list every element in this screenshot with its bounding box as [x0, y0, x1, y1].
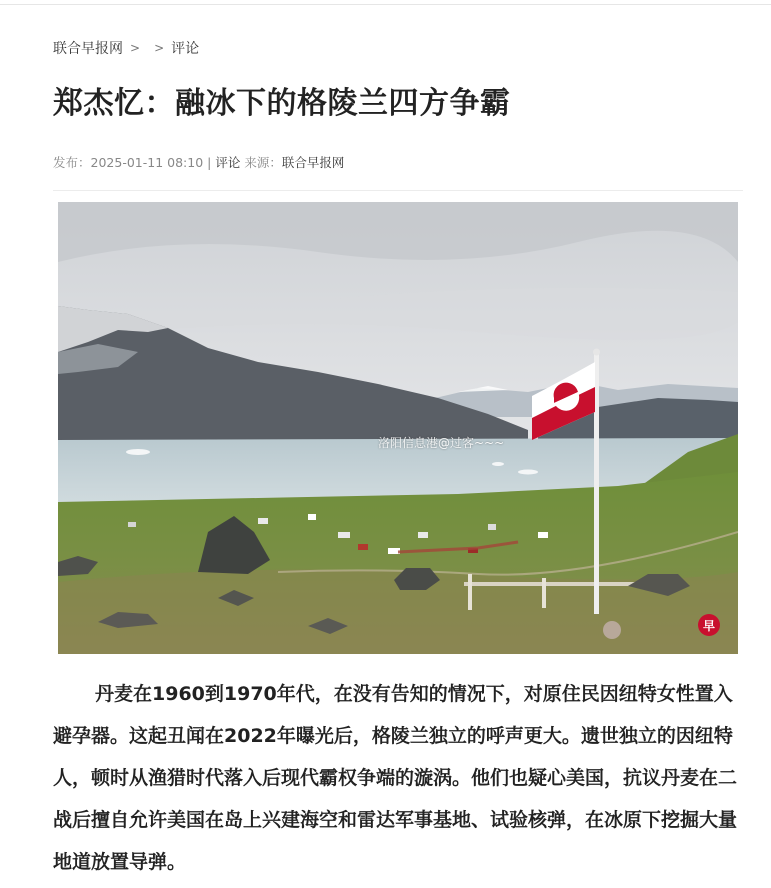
zaobao-logo-icon: 早 — [698, 614, 720, 636]
publish-time: 2025-01-11 08:10 — [90, 155, 204, 170]
breadcrumb-section-link[interactable]: 评论 — [171, 41, 200, 57]
category-link[interactable]: 评论 — [215, 155, 241, 170]
greenland-landscape-image — [58, 202, 738, 654]
breadcrumb-separator: > — [154, 41, 165, 55]
source-label: 来源： — [244, 155, 282, 170]
breadcrumb — [53, 38, 199, 58]
top-divider — [0, 0, 771, 5]
photo-watermark: 洛阳信息港@过客~~~ — [378, 436, 505, 450]
article-photo — [58, 202, 738, 654]
breadcrumb-site-link[interactable]: 联合早报网 — [53, 41, 123, 57]
meta-divider: | — [207, 155, 212, 170]
meta-divider-line — [53, 190, 743, 191]
article-paragraph-text: 丹麦在1960到1970年代，在没有告知的情况下，对原住民因纽特女性置入避孕器。这起丑闻在2022年曝光后，格陵兰独立的呼声更大。遗世独立的因纽特人，顿时从渔猎时代落入后现代霸权争端的漩涡。他们也疑心美国，抗议丹麦在二战后擅自允许美国在岛上兴建海空和雷达军事基地、试验核弹，在冰原下挖掘大量地道放置导弹。 — [53, 683, 738, 873]
publish-label: 发布： — [53, 155, 91, 170]
article-meta — [53, 153, 344, 171]
breadcrumb-separator: > — [130, 41, 141, 55]
article-title: 郑杰忆：融冰下的格陵兰四方争霸 — [53, 86, 511, 121]
article-paragraph — [53, 673, 743, 883]
source-link[interactable]: 联合早报网 — [281, 155, 345, 170]
